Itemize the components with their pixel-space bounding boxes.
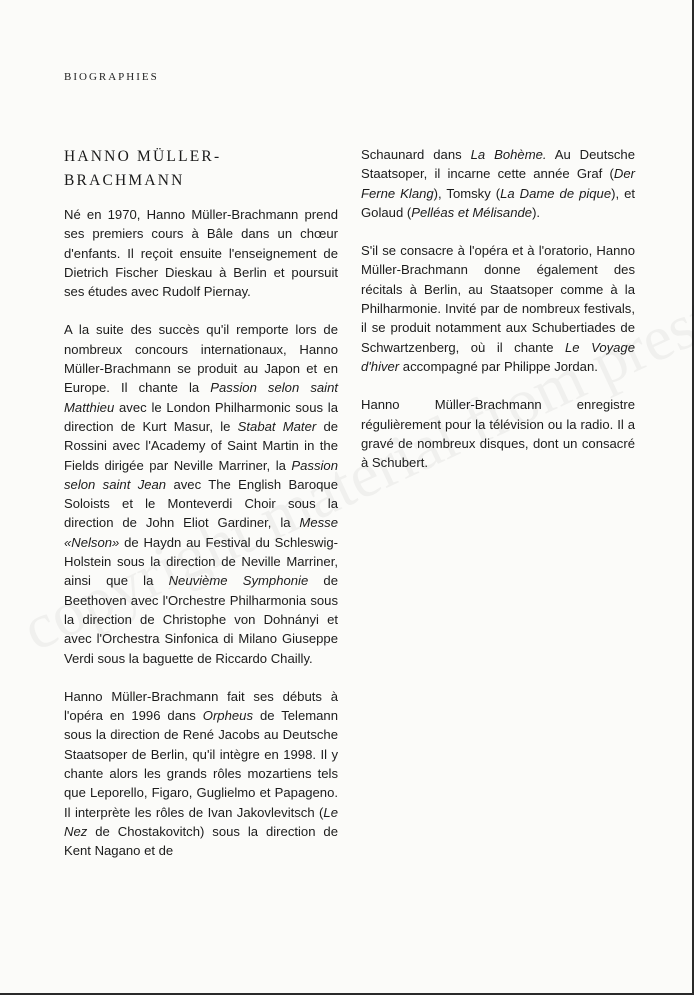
italic-title: Der Ferne Klang xyxy=(361,166,635,201)
text-run: de Chostakovitch) sous la direction de Kent Nagano et de xyxy=(64,823,338,859)
text-run: Hanno Müller-Brachmann fait ses débuts à l'opéra en 1996 dans xyxy=(64,688,338,724)
text-run: ), Tomsky ( xyxy=(433,185,501,201)
text-run: S'il se consacre à l'opéra et à l'oratorio, Hanno Müller-Brachmann donne également des récitals à Berlin, au Staatsoper comme à la Philharmonie. Invité par de nombreux festivals, il se produit notamment aux Schubertiades de Schwartzenberg, où il chante xyxy=(361,243,635,355)
left-column xyxy=(64,145,338,880)
italic-title: Pelléas et Mélisande xyxy=(411,204,533,220)
text-run: avec le London Philharmonic sous la direction de Kurt Masur, le xyxy=(64,399,338,434)
text-run: Schaunard dans xyxy=(361,147,471,162)
text-run: Né en 1970, Hanno Müller-Brachmann prend ses premiers cours à Bâle dans un chœur d'enfants. Il reçoit ensuite l'enseignement de Dietrich Fischer Dieskau à Berlin et poursuit ses études avec Rudolf Piernay. xyxy=(64,207,338,300)
text-run: de Telemann sous la direction de René Jacobs au Deutsche Staatsoper de Berlin, qu'il intègre en 1998. Il y chante alors les grands rôles mozartiens tels que Leporello, Figaro, Guglielmo et Papageno. Il interprète les rôles de Ivan Jakovlevitsch ( xyxy=(64,708,338,820)
italic-title: La Bohème. xyxy=(470,147,547,162)
bio-paragraph xyxy=(64,320,338,667)
italic-title: Le Nez xyxy=(64,804,338,839)
italic-title: Le Voyage d'hiver xyxy=(361,339,635,374)
bio-paragraph xyxy=(64,205,338,301)
title-line-2: BRACHMANN xyxy=(64,172,185,189)
section-label: BIOGRAPHIES xyxy=(64,71,159,83)
italic-title: Neuvième Symphonie xyxy=(168,573,309,589)
text-run: accompagné par Philippe Jordan. xyxy=(399,358,598,374)
italic-title: Orpheus xyxy=(202,708,253,724)
right-column xyxy=(361,145,635,491)
bio-paragraph xyxy=(361,241,635,376)
text-run: Au Deutsche Staatsoper, il incarne cette année Graf ( xyxy=(361,147,635,182)
text-run: ), et Golaud ( xyxy=(361,185,635,220)
italic-title: Passion selon saint Matthieu xyxy=(64,380,338,415)
italic-title: Messe «Nelson» xyxy=(64,515,338,550)
bio-paragraph xyxy=(361,145,635,222)
text-run: A la suite des succès qu'il remporte lors de nombreux concours internationaux, Hanno Müller-Brachmann se produit au Japon et en Europe. Il chante la xyxy=(64,322,338,396)
left-paragraphs xyxy=(64,205,338,861)
italic-title: Passion selon saint Jean xyxy=(64,457,338,492)
right-paragraphs xyxy=(361,145,635,472)
italic-title: Stabat Mater xyxy=(237,418,317,434)
text-run: de Rossini avec l'Academy of Saint Martin in the Fields dirigée par Neville Marriner, la xyxy=(64,418,339,473)
text-run: avec The English Baroque Soloists et le Monteverdi Choir sous la direction de John Eliot Gardiner, la xyxy=(64,476,338,531)
text-run: Hanno Müller-Brachmann enregistre régulièrement pour la télévision ou la radio. Il a gravé de nombreux disques, dont un consacré à Schubert. xyxy=(361,397,635,471)
title-line-1: HANNO MÜLLER- xyxy=(64,148,222,165)
text-run: de Haydn au Festival du Schleswig-Holstein sous la direction de Neville Marriner, ainsi que la xyxy=(64,534,338,589)
bio-paragraph xyxy=(361,395,635,472)
bio-paragraph xyxy=(64,687,338,861)
italic-title: La Dame de pique xyxy=(500,185,612,201)
text-run: de Beethoven avec l'Orchestre Philharmonia sous la direction de Christophe von Dohnányi et avec l'Orchestra Sinfonica di Milano Giuseppe Verdi sous la baguette de Riccardo Chailly. xyxy=(64,573,338,666)
text-run: ). xyxy=(532,204,541,220)
biography-title xyxy=(64,145,338,193)
